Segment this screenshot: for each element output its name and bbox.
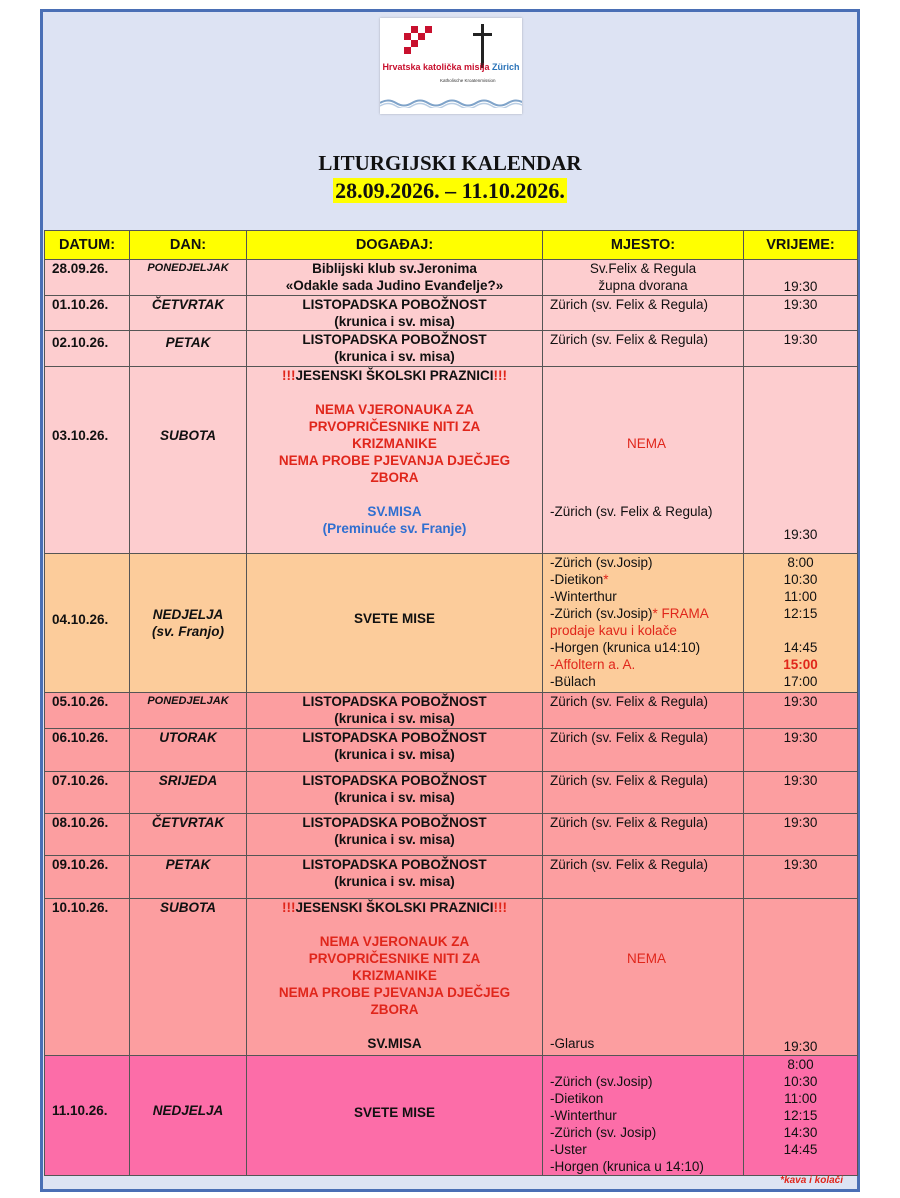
row-day: PETAK: [130, 331, 247, 367]
row-date: 07.10.26.: [45, 772, 130, 814]
table-row: [45, 296, 858, 331]
row-event: Biblijski klub sv.Jeronima «Odakle sada Judino Evanđelje?»: [247, 260, 543, 296]
table-row: [45, 331, 858, 367]
liturgical-calendar-table: [44, 230, 858, 1176]
row-time: 19:30: [744, 772, 858, 814]
row-event: LISTOPADSKA POBOŽNOST (krunica i sv. misa): [247, 814, 543, 856]
row-date: 10.10.26.: [45, 899, 130, 1056]
row-event: SVETE MISE: [247, 554, 543, 693]
wave-decoration: [380, 98, 522, 108]
table-header-row: [45, 231, 858, 260]
row-time: 19:30: [744, 331, 858, 367]
row-date: 04.10.26.: [45, 554, 130, 693]
row-date: 09.10.26.: [45, 856, 130, 899]
row-event: LISTOPADSKA POBOŽNOST (krunica i sv. misa): [247, 296, 543, 331]
row-event: SVETE MISE: [247, 1056, 543, 1176]
logo-title: Hrvatska katolička misija Zürich: [382, 62, 520, 72]
row-event: LISTOPADSKA POBOŽNOST (krunica i sv. misa): [247, 772, 543, 814]
row-time: 19:30: [744, 693, 858, 729]
row-day: PETAK: [130, 856, 247, 899]
row-place: NEMA -Glarus: [543, 899, 744, 1056]
row-place: NEMA -Zürich (sv. Felix & Regula): [543, 367, 744, 554]
row-day: ČETVRTAK: [130, 814, 247, 856]
row-day: UTORAK: [130, 729, 247, 772]
row-place: Zürich (sv. Felix & Regula): [543, 296, 744, 331]
row-time: 19:30: [744, 296, 858, 331]
row-date: 28.09.26.: [45, 260, 130, 296]
row-date: 08.10.26.: [45, 814, 130, 856]
row-place: Zürich (sv. Felix & Regula): [543, 814, 744, 856]
row-event: !!!JESENSKI ŠKOLSKI PRAZNICI!!! NEMA VJERONAUKA ZA PRVOPRIČESNIKE NITI ZA KRIZMANIKE NEMA PROBE PJEVANJA DJEČJEG ZBORA SV.MISA (Preminuće sv. Franje): [247, 367, 543, 554]
column-header-place: MJESTO:: [543, 231, 744, 260]
row-place: -Zürich (sv.Josip) -Dietikon* -Winterthur -Zürich (sv.Josip)* FRAMA prodaje kavu i kolače -Horgen (krunica u14:10) -Affoltern a. A. -Bülach: [543, 554, 744, 693]
croatian-checkerboard-icon: [404, 26, 432, 54]
row-date: 03.10.26.: [45, 367, 130, 554]
column-header-event: DOGAĐAJ:: [247, 231, 543, 260]
row-time: 19:30: [744, 899, 858, 1056]
row-date: 02.10.26.: [45, 331, 130, 367]
column-header-day: DAN:: [130, 231, 247, 260]
row-place: Zürich (sv. Felix & Regula): [543, 856, 744, 899]
table-row: [45, 1056, 858, 1176]
row-day: SUBOTA: [130, 367, 247, 554]
page-title: LITURGIJSKI KALENDAR: [318, 151, 582, 175]
row-place: -Zürich (sv.Josip) -Dietikon -Winterthur -Zürich (sv. Josip) -Uster -Horgen (krunica u 14:10): [543, 1056, 744, 1176]
row-place: Sv.Felix & Regula župna dvorana: [543, 260, 744, 296]
row-day: PONEDJELJAK: [130, 260, 247, 296]
row-date: 01.10.26.: [45, 296, 130, 331]
calendar-page: [40, 9, 860, 1192]
column-header-date: DATUM:: [45, 231, 130, 260]
row-place: Zürich (sv. Felix & Regula): [543, 693, 744, 729]
row-day: PONEDJELJAK: [130, 693, 247, 729]
row-event: LISTOPADSKA POBOŽNOST (krunica i sv. misa): [247, 729, 543, 772]
row-time: 19:30: [744, 729, 858, 772]
row-time: 19:30: [744, 367, 858, 554]
column-header-time: VRIJEME:: [744, 231, 858, 260]
row-day: NEDJELJA (sv. Franjo): [130, 554, 247, 693]
table-row: [45, 693, 858, 729]
row-place: Zürich (sv. Felix & Regula): [543, 772, 744, 814]
row-date: 06.10.26.: [45, 729, 130, 772]
row-place: Zürich (sv. Felix & Regula): [543, 729, 744, 772]
row-time: 8:00 10:30 11:00 12:15 14:45 15:00 17:00: [744, 554, 858, 693]
table-row: [45, 814, 858, 856]
table-row: [45, 899, 858, 1056]
table-row: [45, 260, 858, 296]
row-time: 8:00 10:30 11:00 12:15 14:30 14:45: [744, 1056, 858, 1176]
table-row: [45, 554, 858, 693]
logo-subtitle: Katholische Kroatenmission: [440, 78, 496, 83]
row-event: LISTOPADSKA POBOŽNOST (krunica i sv. misa): [247, 856, 543, 899]
row-day: ČETVRTAK: [130, 296, 247, 331]
table-row: [45, 772, 858, 814]
table-row: [45, 367, 858, 554]
footnote: *kava i kolači: [780, 1175, 843, 1186]
date-range: 28.09.2026. – 11.10.2026.: [335, 178, 565, 203]
row-place: Zürich (sv. Felix & Regula): [543, 331, 744, 367]
row-event: !!!JESENSKI ŠKOLSKI PRAZNICI!!! NEMA VJERONAUK ZA PRVOPRIČESNIKE NITI ZA KRIZMANIKE NEMA PROBE PJEVANJA DJEČJEG ZBORA SV.MISA: [247, 899, 543, 1056]
row-day: SUBOTA: [130, 899, 247, 1056]
row-day: NEDJELJA: [130, 1056, 247, 1176]
row-day: SRIJEDA: [130, 772, 247, 814]
row-time: 19:30: [744, 814, 858, 856]
row-time: 19:30: [744, 260, 858, 296]
row-date: 05.10.26.: [45, 693, 130, 729]
table-row: [45, 856, 858, 899]
row-date: 11.10.26.: [45, 1056, 130, 1176]
row-event: LISTOPADSKA POBOŽNOST (krunica i sv. misa): [247, 331, 543, 367]
row-time: 19:30: [744, 856, 858, 899]
row-event: LISTOPADSKA POBOŽNOST (krunica i sv. misa): [247, 693, 543, 729]
table-row: [45, 729, 858, 772]
mission-logo: [380, 18, 522, 114]
